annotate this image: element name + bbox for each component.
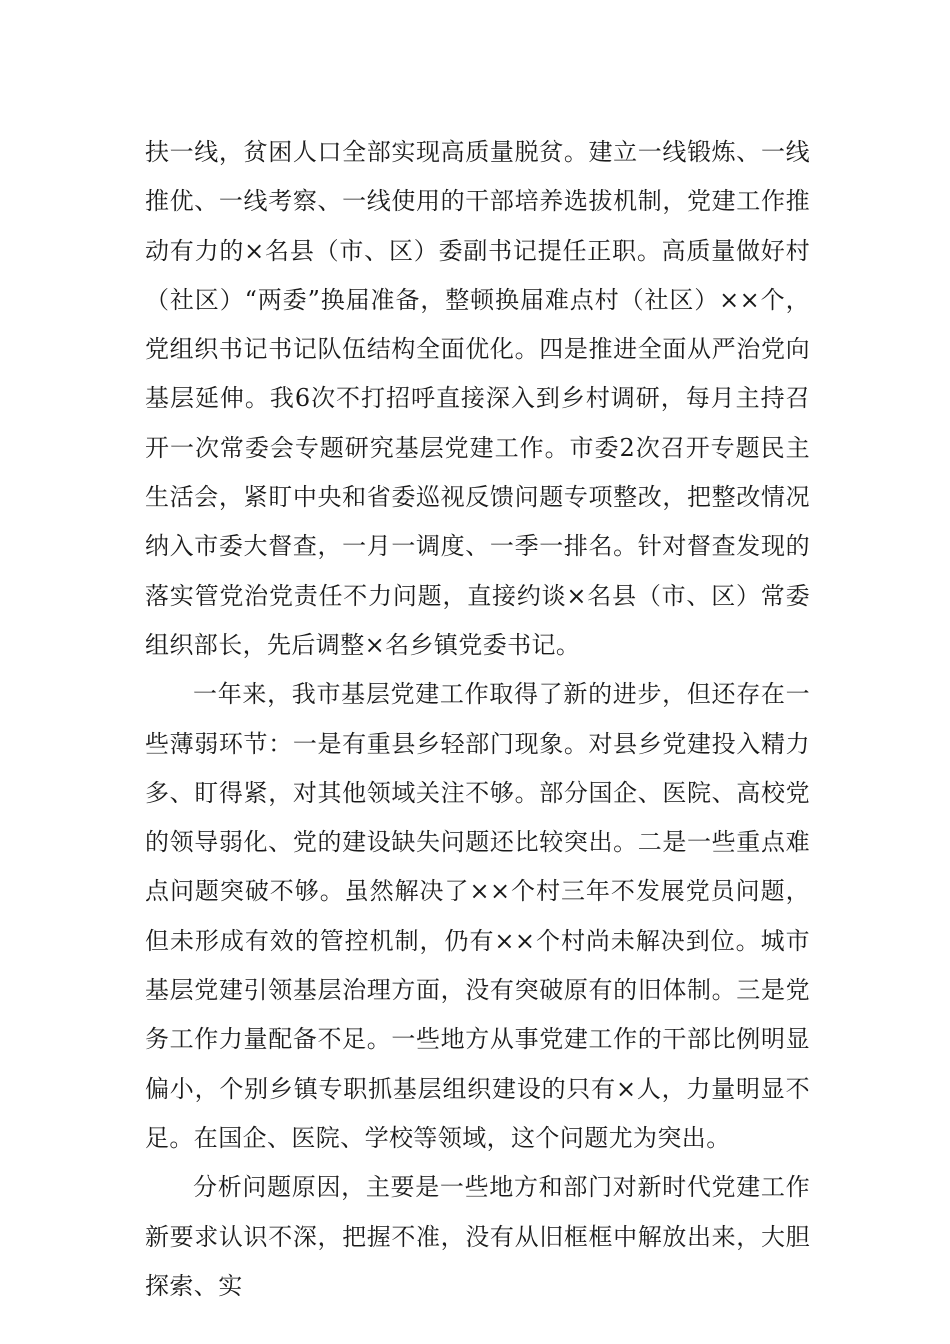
paragraph-2: 一年来，我市基层党建工作取得了新的进步，但还存在一些薄弱环节：一是有重县乡轻部门现象。对县乡党建投入精力多、盯得紧，对其他领域关注不够。部分国企、医院、高校党的领导弱化、党的建设缺失问题还比较突出。二是一些重点难点问题突破不够。虽然解决了××个村三年不发展党员问题，但未形成有效的管控机制，仍有××个村尚未解决到位。城市基层党建引领基层治理方面，没有突破原有的旧体制。三是党务工作力量配备不足。一些地方从事党建工作的干部比例明显偏小，个别乡镇专职抓基层组织建设的只有×人，力量明显不足。在国企、医院、学校等领域，这个问题尤为突出。 — [145, 680, 810, 1152]
document-page — [145, 128, 810, 1311]
paragraph-3: 分析问题原因，主要是一些地方和部门对新时代党建工作新要求认识不深，把握不准，没有从旧框框中解放出来，大胆探索、实 — [145, 1173, 810, 1300]
paragraph-1: 扶一线，贫困人口全部实现高质量脱贫。建立一线锻炼、一线推优、一线考察、一线使用的干部培养选拔机制，党建工作推动有力的×名县（市、区）委副书记提任正职。高质量做好村（社区）“两委”换届准备，整顿换届难点村（社区）××个，党组织书记书记队伍结构全面优化。四是推进全面从严治党向基层延伸。我6次不打招呼直接深入到乡村调研，每月主持召开一次常委会专题研究基层党建工作。市委2次召开专题民主生活会，紧盯中央和省委巡视反馈问题专项整改，把整改情况纳入市委大督查，一月一调度、一季一排名。针对督查发现的落实管党治党责任不力问题，直接约谈×名县（市、区）常委组织部长，先后调整×名乡镇党委书记。 — [145, 138, 810, 659]
